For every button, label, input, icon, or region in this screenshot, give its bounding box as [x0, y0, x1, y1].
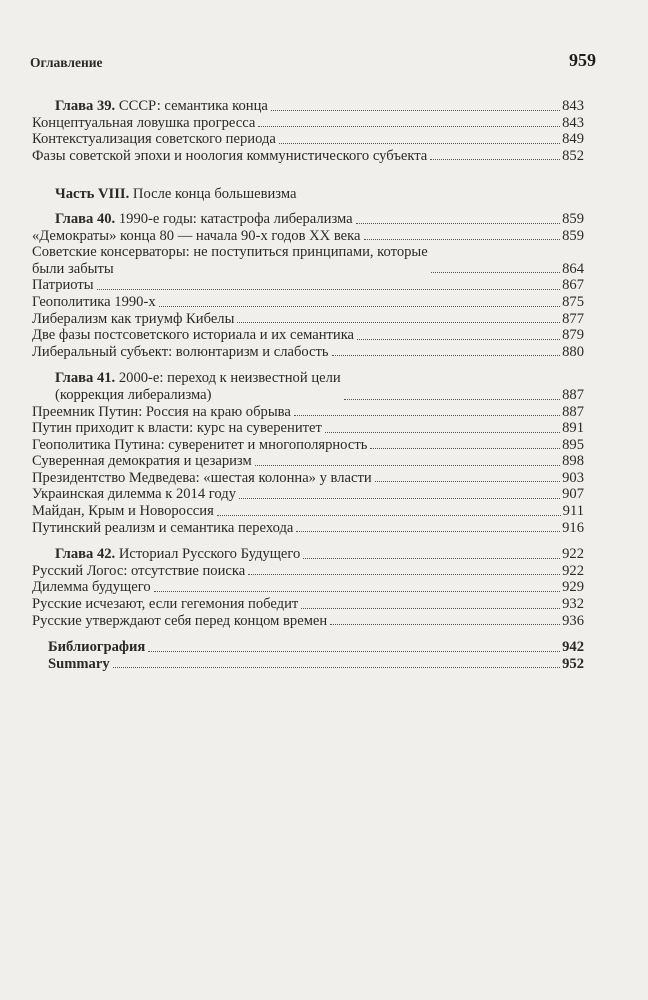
toc-entry-text: Майдан, Крым и Новороссия [32, 503, 214, 520]
dot-leader [294, 415, 560, 416]
toc-entry-text: Патриоты [32, 277, 94, 294]
dot-leader [357, 339, 560, 340]
toc-entry-prefix: Глава 39. [55, 98, 116, 114]
dot-leader [255, 465, 560, 466]
toc-entry-text: Геополитика 1990-х [32, 293, 156, 310]
toc-entry [32, 596, 584, 613]
toc-entry-text: Контекстуализация советского периода [32, 131, 276, 148]
toc-page-number: 849 [562, 131, 584, 148]
toc-entry-title [32, 228, 361, 245]
dot-leader [430, 159, 560, 160]
toc-page-number: 922 [562, 546, 584, 563]
toc-entry [32, 344, 584, 361]
toc-entry-prefix: Глава 42. [55, 546, 116, 563]
toc-entry-title [32, 563, 245, 580]
toc-entry-title [32, 470, 372, 487]
toc-entry-text: СССР: семантика конца [118, 98, 268, 114]
toc-entry-title [32, 148, 427, 165]
toc-back-matter-entry [48, 639, 584, 656]
dot-leader [332, 355, 561, 356]
running-head: Оглавление [30, 55, 103, 70]
dot-leader [344, 399, 560, 400]
toc-page-number: 859 [562, 227, 584, 244]
toc-entry-text: Президентство Медведева: «шестая колонна» у власти [32, 469, 372, 486]
toc-entry [32, 115, 584, 132]
toc-page-number: 952 [562, 655, 584, 672]
dot-leader [159, 306, 560, 307]
toc-chapter-entry [55, 211, 584, 228]
toc-page-number: 916 [562, 519, 584, 536]
toc-page-number: 903 [562, 469, 584, 486]
toc-entry [32, 311, 584, 328]
toc-page-number: 875 [562, 293, 584, 310]
toc-entry-text: Summary [48, 655, 110, 672]
toc-entry-text: 1990-е годы: катастрофа либерализма [118, 210, 353, 227]
toc-entry-title [55, 98, 268, 115]
toc-entry [32, 244, 584, 277]
dot-leader [271, 110, 560, 111]
toc-entry-prefix: Глава 40. [55, 210, 116, 227]
toc-entry-text: Путин приходит к власти: курс на суверенитет [32, 420, 322, 437]
toc-entry [32, 579, 584, 596]
toc-entry [32, 148, 584, 165]
toc-page-number: 907 [562, 486, 584, 503]
dot-leader [148, 651, 560, 652]
toc-entry-text: Украинская дилемма к 2014 году [32, 486, 237, 503]
toc-part-entry [55, 186, 584, 203]
toc-entry-title [32, 420, 322, 437]
toc-entry-text: Геополитика Путина: суверенитет и многополярность [32, 436, 368, 453]
toc-entry-title [32, 437, 367, 454]
toc-entry-title [32, 244, 428, 277]
toc-entry [32, 277, 584, 294]
dot-leader [258, 126, 560, 127]
dot-leader [154, 591, 560, 592]
toc-entry-text: Историал Русского Будущего [118, 546, 301, 563]
toc-page-number: 864 [562, 260, 584, 277]
toc-entry [32, 453, 584, 470]
toc-entry-text: Фазы советской эпохи и ноология коммунистического субъекта [32, 147, 428, 164]
toc-entry-text: Две фазы постсоветского историала и их семантика [32, 327, 355, 344]
toc-entry [32, 437, 584, 454]
dot-leader [239, 498, 560, 499]
dot-leader [303, 558, 560, 559]
toc-entry-text: Либеральный субъект: волюнтаризм и слабость [32, 343, 329, 360]
toc-entry-title [55, 211, 353, 228]
dot-leader [296, 531, 560, 532]
toc-entry [32, 520, 584, 537]
toc-page-number: 942 [562, 639, 584, 656]
toc-entry-title [32, 131, 276, 148]
toc-entry-text: 2000-е: переход к неизвестной цели (коррекция либерализма) [55, 370, 341, 403]
toc-entry [32, 613, 584, 630]
toc-entry [32, 503, 584, 520]
toc-entry-title [55, 186, 296, 203]
dot-leader [113, 667, 560, 668]
toc-entry-title [32, 344, 329, 361]
toc-entry-text: Советские консерваторы: не поступиться принципами, которые были забыты [32, 244, 428, 277]
toc-entry-prefix: Часть VIII. [55, 186, 130, 203]
toc-chapter-entry [55, 546, 584, 563]
toc-entry-prefix: Глава 41. [55, 370, 116, 387]
dot-leader [364, 239, 561, 240]
toc-page-number: 911 [562, 503, 584, 520]
toc-entry-title [32, 453, 252, 470]
toc-entry-title [32, 613, 327, 630]
dot-leader [217, 515, 561, 516]
dot-leader [370, 448, 560, 449]
toc-chapter-entry [55, 370, 584, 403]
toc-entry [32, 404, 584, 421]
toc-entry-title [32, 311, 234, 328]
toc-page-number: 929 [562, 579, 584, 596]
toc-page-number: 843 [562, 98, 584, 114]
toc-page-number: 887 [562, 403, 584, 420]
toc-entry-title [55, 546, 300, 563]
dot-leader [301, 608, 560, 609]
toc-entry-title [32, 115, 255, 132]
dot-leader [325, 432, 560, 433]
dot-leader [356, 223, 560, 224]
toc-page-number: 877 [562, 310, 584, 327]
toc-back-matter-entry [48, 656, 584, 673]
toc-page-number: 922 [562, 562, 584, 579]
dot-leader [97, 289, 561, 290]
toc-entry-text: Русские исчезают, если гегемония победит [32, 596, 299, 613]
toc-entry-text: Дилемма будущего [32, 579, 151, 596]
toc-entry-title [32, 503, 214, 520]
toc-entry [32, 294, 584, 311]
toc-entry [32, 470, 584, 487]
toc-page-number: 880 [562, 343, 584, 360]
dot-leader [330, 624, 560, 625]
dot-leader [237, 322, 560, 323]
toc-chapter-entry [55, 98, 584, 115]
toc-entry-text: Русские утверждают себя перед концом времен [32, 612, 328, 629]
dot-leader [375, 481, 560, 482]
toc-entry [32, 327, 584, 344]
toc-page-number: 887 [562, 386, 584, 403]
toc-page-number: 932 [562, 596, 584, 613]
toc-entry-title [32, 277, 94, 294]
toc-entry-text: Концептуальная ловушка прогресса [32, 114, 256, 131]
toc-entry-text: Путинский реализм и семантика перехода [32, 519, 294, 536]
toc-entry [32, 486, 584, 503]
toc-entry-title [32, 486, 236, 503]
toc-entry [32, 563, 584, 580]
dot-leader [248, 574, 560, 575]
toc-entry-title [32, 327, 354, 344]
toc-entry-text: Русский Логос: отсутствие поиска [32, 562, 246, 579]
toc-page-number: 879 [562, 327, 584, 344]
toc-entry-title [48, 639, 145, 656]
toc-entry-text: Преемник Путин: Россия на краю обрыва [32, 403, 291, 420]
toc-entry [32, 131, 584, 148]
toc-entry-text: Либерализм как триумф Кибелы [32, 310, 235, 327]
toc-entry-title [48, 656, 110, 673]
toc-entry-title [32, 404, 291, 421]
toc-entry-title [32, 579, 151, 596]
toc-entry [32, 420, 584, 437]
toc-page-number: 895 [562, 436, 584, 453]
toc-page-number: 891 [562, 420, 584, 437]
toc-page-number: 852 [562, 147, 584, 164]
dot-leader [431, 272, 560, 273]
toc-entry [32, 228, 584, 245]
toc-page-number: 936 [562, 612, 584, 629]
table-of-contents [32, 98, 584, 672]
toc-page-number: 867 [562, 277, 584, 294]
toc-entry-text: «Демократы» конца 80 — начала 90-х годов XX века [32, 227, 361, 244]
toc-entry-title [55, 370, 341, 403]
toc-entry-text: Суверенная демократия и цезаризм [32, 453, 252, 470]
toc-entry-text: После конца большевизма [132, 186, 297, 203]
dot-leader [279, 143, 560, 144]
toc-page-number: 843 [562, 114, 584, 131]
page-number: 959 [569, 50, 596, 70]
toc-entry-title [32, 294, 156, 311]
toc-page-number: 898 [562, 453, 584, 470]
toc-entry-title [32, 596, 298, 613]
toc-entry-text: Библиография [48, 639, 146, 656]
toc-entry-title [32, 520, 293, 537]
toc-page-number: 859 [562, 210, 584, 227]
